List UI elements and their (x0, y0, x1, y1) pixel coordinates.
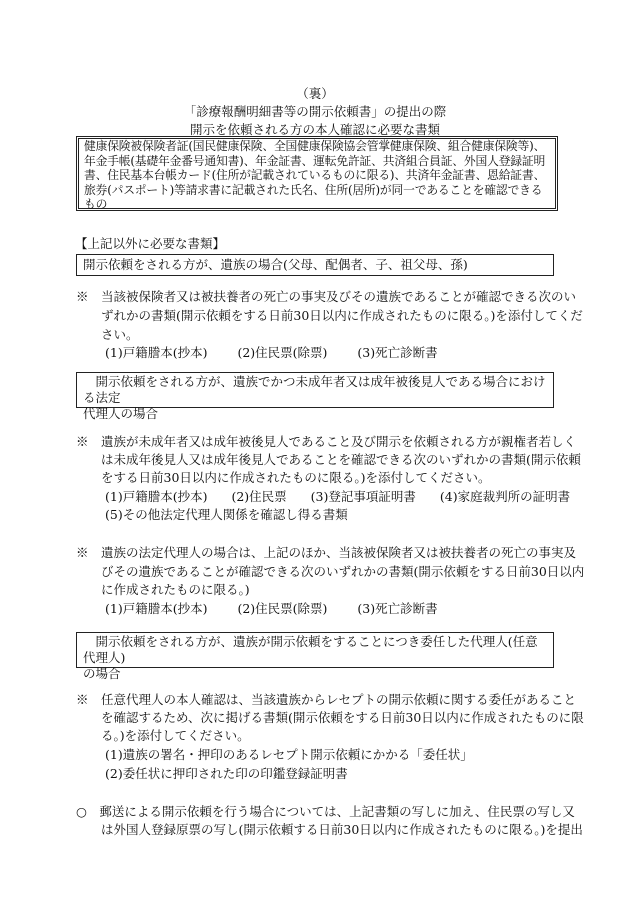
section2-box (76, 372, 554, 421)
id-line-2: 年金手帳(基礎年金番号通知書)、年金証書、運転免許証、共済組合員証、外国人登録証明 (84, 153, 546, 168)
section2-items2-1: (1)戸籍謄本(抄本) (105, 601, 208, 616)
section2-item-4: (4)家庭裁判所の証明書 (439, 489, 571, 504)
title-line-2: 開示を依頼される方の本人確認に必要な書類 (189, 122, 440, 137)
id-documents-box (76, 136, 558, 211)
mail-note-line-1: ○ 郵送による開示依頼を行う場合については、上記書類の写しに加え、住民票の写し又 (76, 804, 575, 819)
mail-note-line-2: は外国人登録原票の写し(開示依頼する日前30日以内に作成されたものに限る。)を提出 (101, 822, 583, 837)
section2-note1-line-2: は未成年後見人又は成年後見人であることを確認できる次のいずれかの書類(開示依頼 (101, 452, 581, 467)
section2-items2-2: (2)住民票(除票) (237, 601, 328, 616)
section2-title-line-2: 代理人の場合 (83, 406, 159, 421)
section1-items (105, 343, 464, 361)
section3-note-line-3: る。)を添付してください。 (101, 728, 250, 743)
section1-item-2: (2)住民票(除票) (237, 345, 328, 360)
section2-item-2: (2)住民票 (231, 489, 287, 504)
section3-item-2: (2)委任状に押印された印の印鑑登録証明書 (105, 766, 348, 781)
section3-title-line-2: の場合 (83, 666, 121, 681)
section2-note1-line-3: をする日前30日以内に作成されたものに限る。)を添付してください。 (101, 470, 491, 485)
section1-item-1: (1)戸籍謄本(抄本) (105, 345, 208, 360)
section2-items2 (105, 599, 464, 617)
section3-title-line-1: 開示依頼をされる方が、遺族が開示依頼をすることにつき委任した代理人(任意代理人) (83, 634, 538, 665)
title-line-1: 「診療報酬明細書等の開示依頼書」の提出の際 (183, 104, 447, 119)
page-side-label: （裏） (296, 86, 334, 101)
section1-item-3: (3)死亡診断書 (357, 345, 438, 360)
id-line-3: 書、住民基本台帳カード(住所が記載されているものに限る)、共済年金証書、恩給証書、 (84, 168, 546, 183)
section2-item-5: (5)その他法定代理人関係を確認し得る書類 (105, 507, 348, 522)
id-line-1: 健康保険被保険者証(国民健康保険、全国健康保険協会管掌健康保険、組合健康保険等)、 (84, 139, 546, 153)
section2-items2-3: (3)死亡診断書 (357, 601, 438, 616)
section1-note-line-1: ※ 当該被保険者又は被扶養者の死亡の事実及びその遺族であることが確認できる次のい (76, 289, 577, 304)
section1-note-line-2: ずれかの書類(開示依頼をする日前30日以内に作成されたものに限る。)を添付してくだ (101, 308, 583, 323)
section2-title-line-1: 開示依頼をされる方が、遺族でかつ未成年者又は成年被後見人である場合における法定 (83, 374, 546, 405)
section2-item-3: (3)登記事項証明書 (310, 489, 416, 504)
section1-box (76, 254, 554, 276)
section3-item-1: (1)遺族の署名・押印のあるレセプト開示依頼にかかる「委任状」 (105, 747, 473, 762)
section2-items1 (105, 487, 570, 505)
section3-box (76, 632, 554, 681)
section1-title: 開示依頼をされる方が、遺族の場合(父母、配偶者、子、祖父母、孫) (83, 257, 468, 272)
section2-note2-line-2: びその遺族であることが確認できる次のいずれかの書類(開示依頼をする日前30日以内 (101, 564, 585, 579)
other-docs-heading: 【上記以外に必要な書類】 (75, 236, 226, 251)
section1-note-line-3: さい。 (101, 327, 139, 342)
section3-note-line-2: を確認するため、次に掲げる書類(開示依頼をする日前30日以内に作成されたものに限 (101, 710, 584, 725)
section2-note2-line-1: ※ 遺族の法定代理人の場合は、上記のほか、当該被保険者又は被扶養者の死亡の事実及 (76, 545, 577, 560)
section3-note-line-1: ※ 任意代理人の本人確認は、当該遺族からレセプトの開示依頼に関する委任があること (76, 692, 577, 707)
id-line-4: 旅券(パスポート)等請求書に記載された氏名、住所(居所)が同一であることを確認できる (84, 182, 543, 197)
id-line-5: もの (84, 197, 108, 212)
section2-note1-line-1: ※ 遺族が未成年者又は成年被後見人であること及び開示を依頼される方が親権者若しく (76, 434, 577, 449)
section2-note2-line-3: に作成されたものに限る。) (101, 582, 250, 597)
section2-item-1: (1)戸籍謄本(抄本) (105, 489, 208, 504)
